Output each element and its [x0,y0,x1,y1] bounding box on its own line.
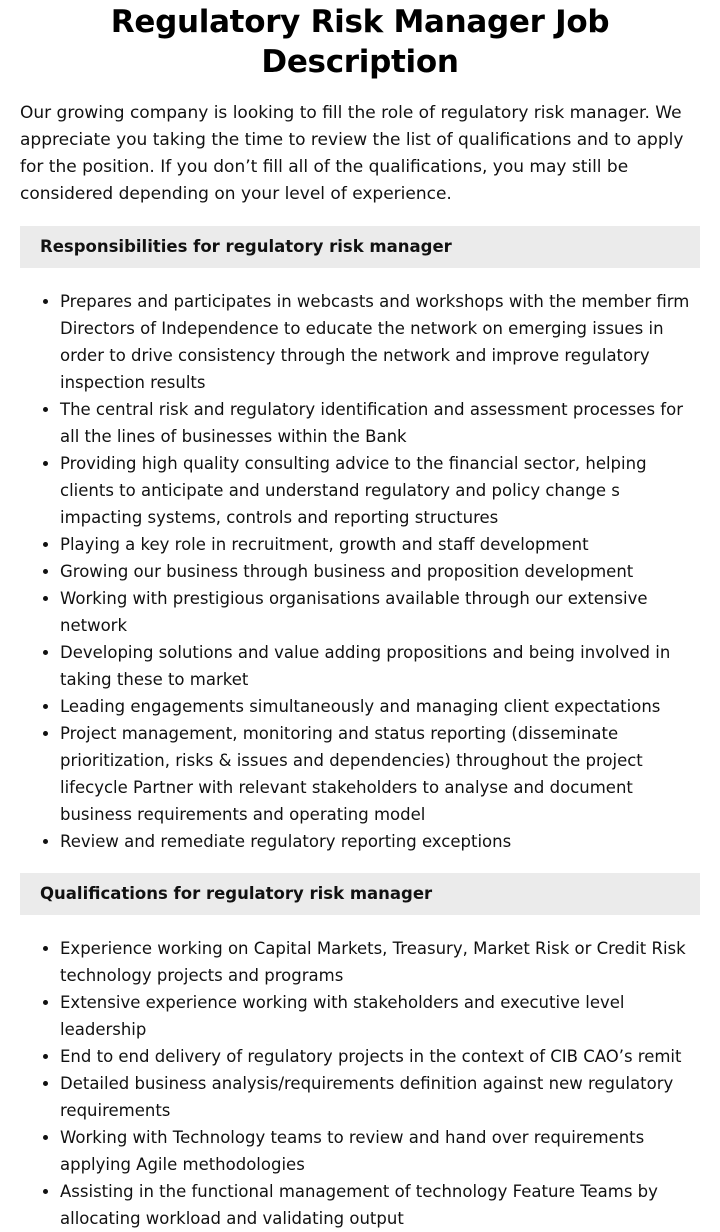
intro-paragraph: Our growing company is looking to fill the role of regulatory risk manager. We appreciate you taking the time to review the list of qualifications and to apply for the position. If you don’t fill all of the qualifications, you may still be considered depending on your level of experience. [20,103,684,204]
qualifications-heading: Qualifications for regulatory risk manager [20,873,700,915]
list-item: Leading engagements simultaneously and managing client expectations [60,693,700,720]
list-item: Playing a key role in recruitment, growth and staff development [60,531,700,558]
list-item: Project management, monitoring and status reporting (disseminate prioritization, risks & issues and dependencies) throughout the project lifecycle Partner with relevant stakeholders to analyse and document business requirements and operating model [60,720,700,828]
list-item: Working with prestigious organisations available through our extensive network [60,585,700,639]
list-item: End to end delivery of regulatory projects in the context of CIB CAO’s remit [60,1043,700,1070]
list-item: Review and remediate regulatory reporting exceptions [60,828,700,855]
qualifications-list [20,935,700,1232]
list-item: Extensive experience working with stakeholders and executive level leadership [60,989,700,1043]
list-item: Prepares and participates in webcasts and workshops with the member firm Directors of Independence to educate the network on emerging issues in order to drive consistency through the network and improve regulatory inspection results [60,288,700,396]
list-item: Working with Technology teams to review and hand over requirements applying Agile methodologies [60,1124,700,1178]
list-item: Detailed business analysis/requirements definition against new regulatory requirements [60,1070,700,1124]
list-item: Assisting in the functional management of technology Feature Teams by allocating workload and validating output [60,1178,700,1232]
list-item: The central risk and regulatory identification and assessment processes for all the lines of businesses within the Bank [60,396,700,450]
list-item: Providing high quality consulting advice to the financial sector, helping clients to anticipate and understand regulatory and policy change s impacting systems, controls and reporting structures [60,450,700,531]
list-item: Growing our business through business and proposition development [60,558,700,585]
responsibilities-list [20,288,700,855]
list-item: Experience working on Capital Markets, Treasury, Market Risk or Credit Risk technology projects and programs [60,935,700,989]
list-item: Developing solutions and value adding propositions and being involved in taking these to market [60,639,700,693]
responsibilities-heading: Responsibilities for regulatory risk manager [20,226,700,268]
page-title: Regulatory Risk Manager Job Description [110,4,610,80]
